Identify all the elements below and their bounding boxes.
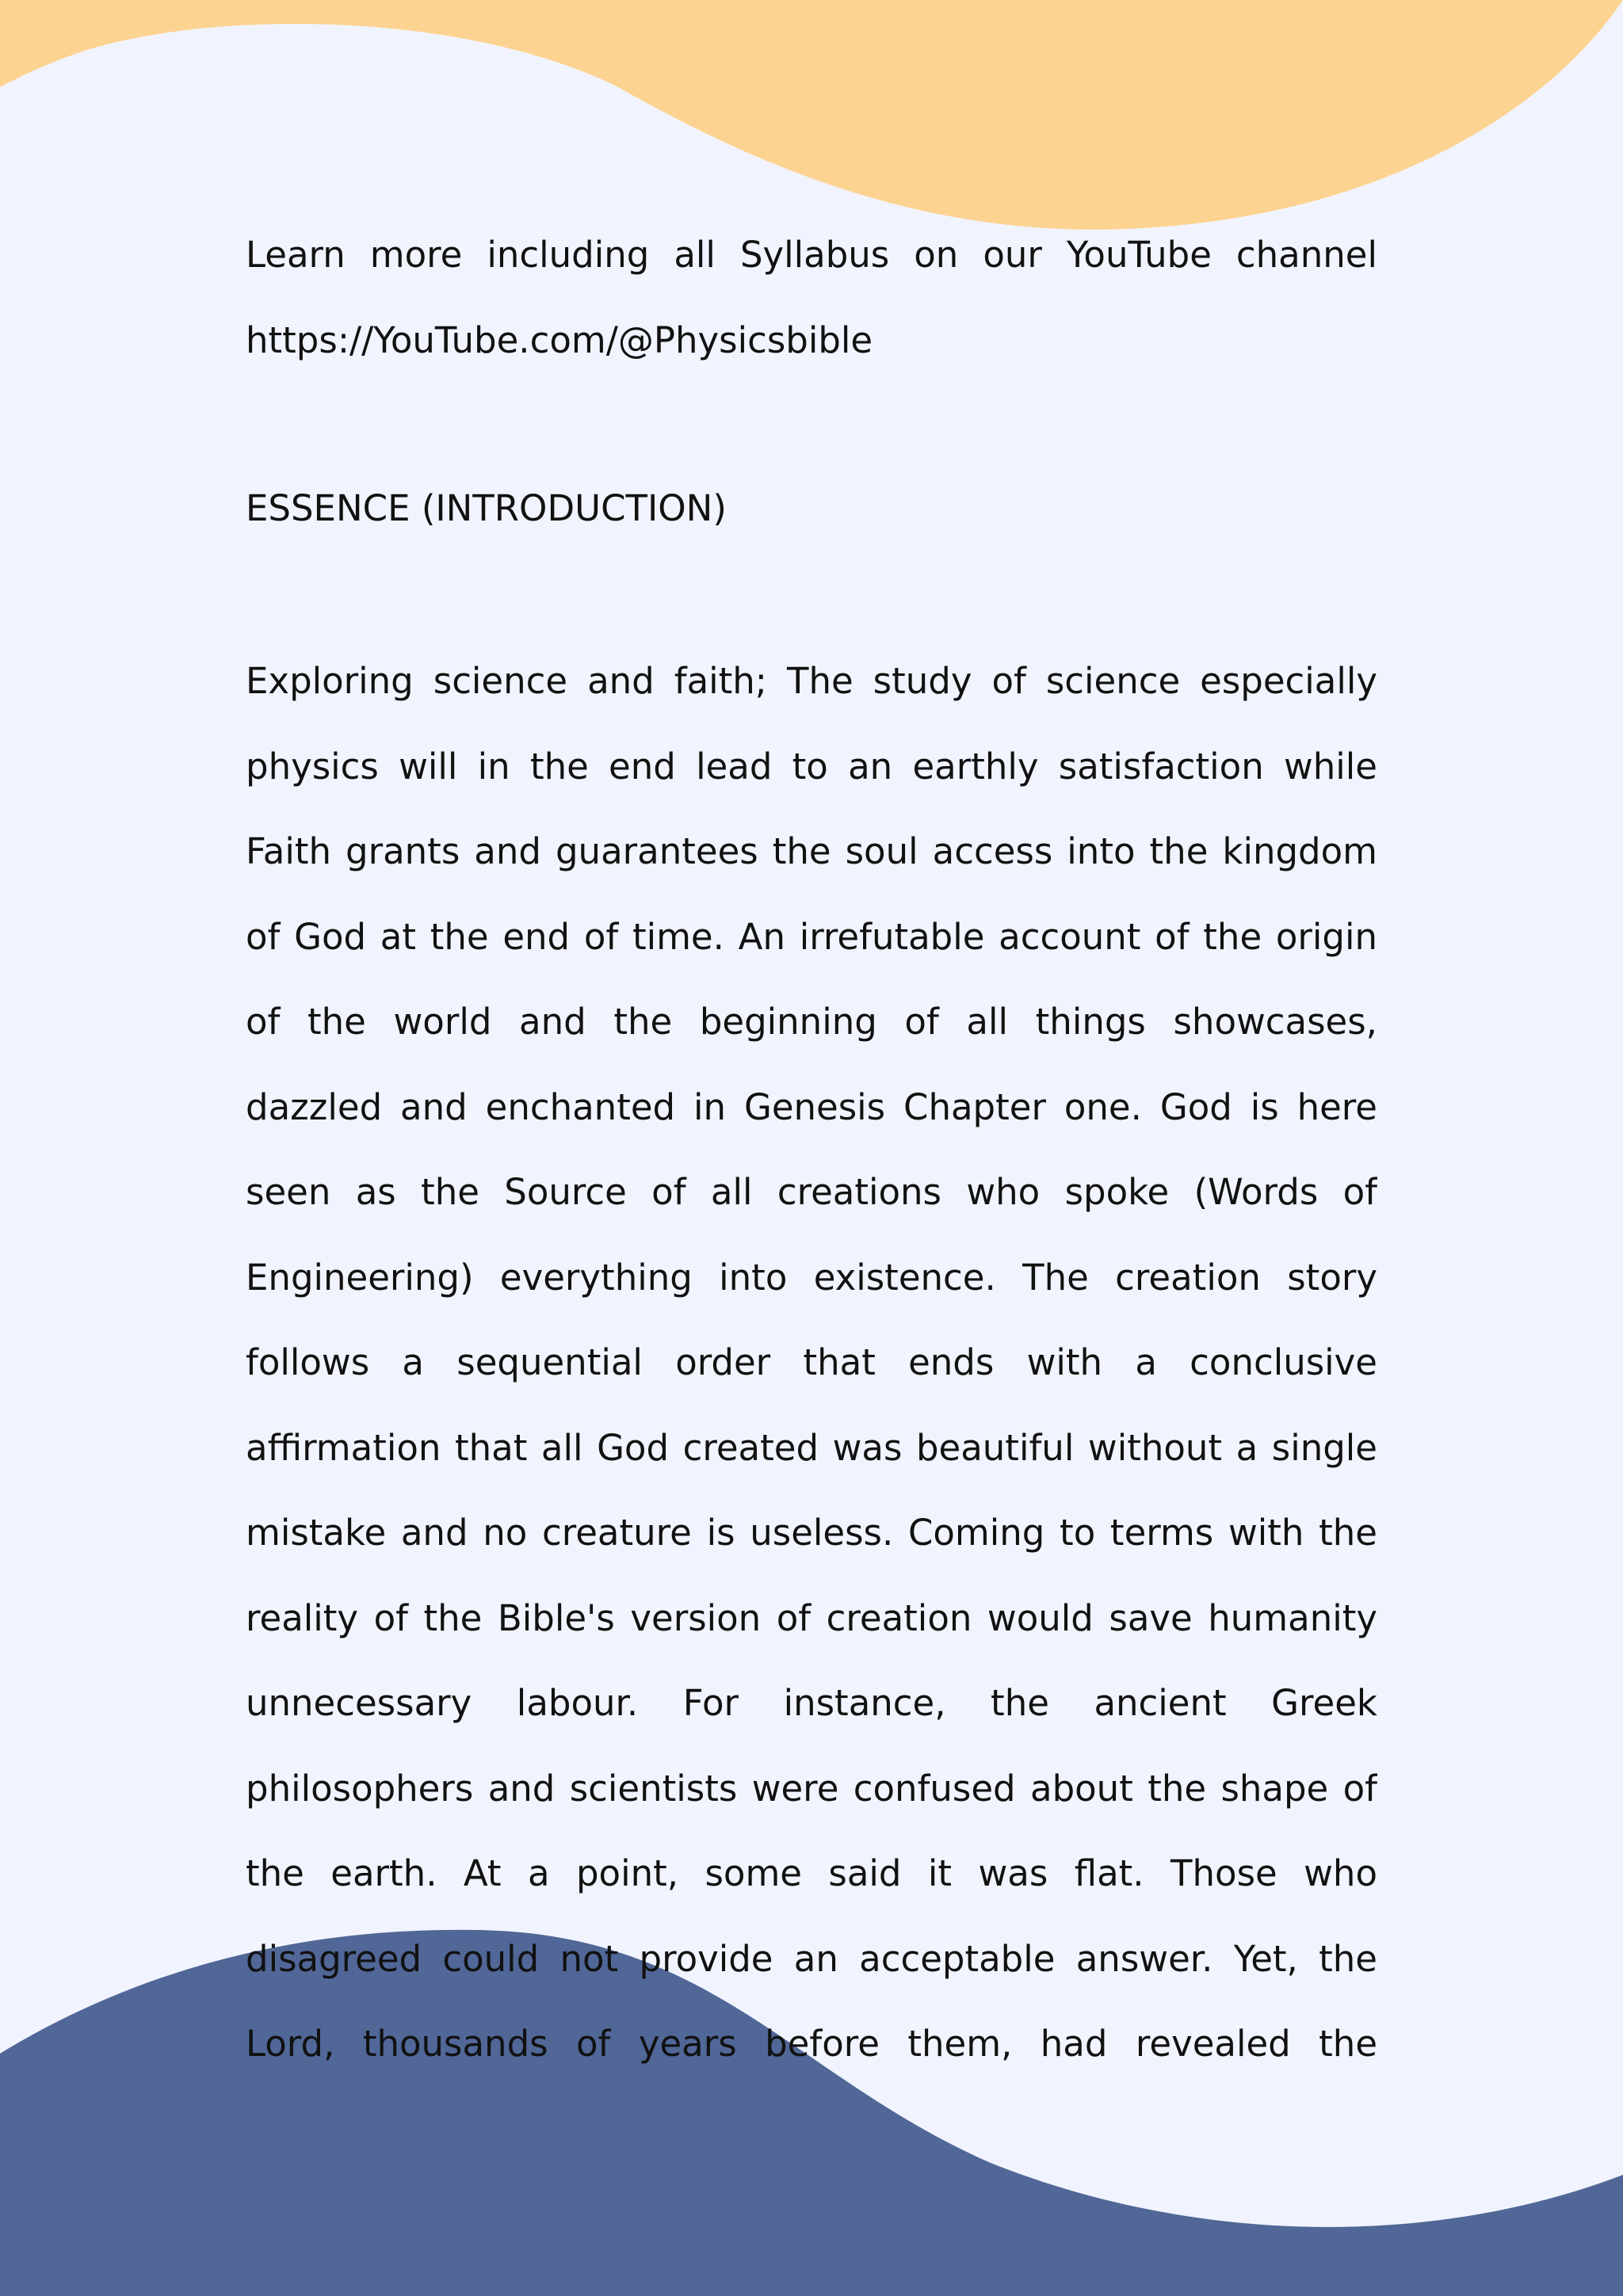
- paragraph-line: physics will in the end lead to an earthly satisfaction while: [246, 745, 1377, 788]
- youtube-promo-text: Learn more including all Syllabus on our YouTube channel: [246, 234, 1377, 276]
- paragraph-line: disagreed could not provide an acceptable answer. Yet, the: [246, 1937, 1377, 1980]
- paragraph-line: Exploring science and faith; The study of science especially: [246, 660, 1377, 702]
- paragraph-line: the earth. At a point, some said it was flat. Those who: [246, 1852, 1377, 1894]
- paragraph-line: unnecessary labour. For instance, the ancient Greek: [246, 1682, 1377, 1724]
- paragraph-line: follows a sequential order that ends with a conclusive: [246, 1341, 1377, 1383]
- paragraph-line: reality of the Bible's version of creation would save humanity: [246, 1596, 1377, 1639]
- paragraph-line: of the world and the beginning of all things showcases,: [246, 1001, 1377, 1043]
- paragraph-line: philosophers and scientists were confused about the shape of: [246, 1767, 1377, 1810]
- paragraph-line: dazzled and enchanted in Genesis Chapter one. God is here: [246, 1085, 1377, 1128]
- paragraph-line: of God at the end of time. An irrefutable account of the origin: [246, 915, 1377, 958]
- section-heading: ESSENCE (INTRODUCTION): [246, 487, 727, 529]
- youtube-channel-link[interactable]: https://YouTube.com/@Physicsbible: [246, 319, 873, 361]
- document-content: [246, 212, 1377, 2087]
- paragraph-line: Lord, thousands of years before them, had revealed the: [246, 2023, 1377, 2065]
- paragraph-line: Engineering) everything into existence. The creation story: [246, 1256, 1377, 1299]
- paragraph-line: Faith grants and guarantees the soul access into the kingdom: [246, 830, 1377, 872]
- paragraph-line: affirmation that all God created was beautiful without a single: [246, 1426, 1377, 1469]
- body-paragraph: [246, 639, 1377, 2087]
- paragraph-line: mistake and no creature is useless. Coming to terms with the: [246, 1512, 1377, 1554]
- paragraph-line: seen as the Source of all creations who spoke (Words of: [246, 1171, 1377, 1213]
